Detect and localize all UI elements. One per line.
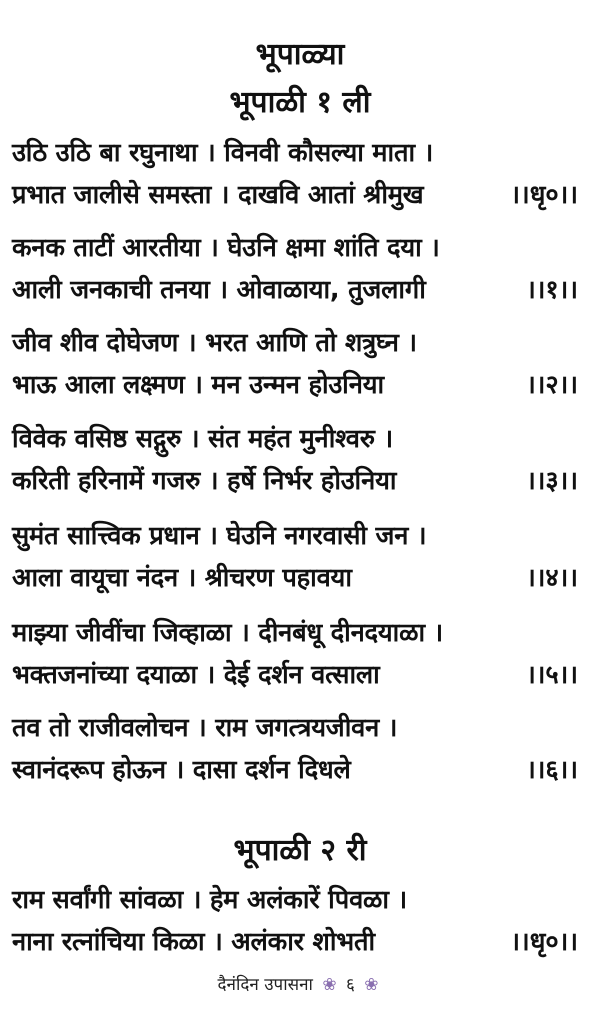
stanza-4-line-2: करिती हरिनामें गजरु । हर्षे निर्भर होउनिया (12, 466, 397, 496)
stanza-7-line-1: तव तो राजीवलोचन । राम जगत्त्रयजीवन । (12, 713, 398, 743)
section-2-stanza-1-line-1: राम सर्वांगी सांवळा । हेम अलंकारें पिवळा । (12, 885, 407, 915)
flower-ornament-icon: ❀ (322, 975, 337, 995)
section-heading-1: भूपाळी १ ली (229, 85, 371, 120)
footer-text: दैनंदिन उपासना (217, 975, 313, 995)
flower-ornament-icon: ❀ (364, 975, 379, 995)
stanza-6-line-2: भक्तजनांच्या दयाळा । देई दर्शन वत्साला (12, 660, 380, 690)
stanza-2-line-2: आली जनकाची तनया । ओवाळाया, तुजलागी (12, 275, 426, 305)
stanza-5-line-1: सुमंत सात्त्विक प्रधान । घेउनि नगरवासी जन । (12, 521, 427, 551)
stanza-5-line-2: आला वायूचा नंदन । श्रीचरण पहावया (12, 563, 352, 593)
stanza-1-line-1: उठि उठि बा रघुनाथा । विनवी कौसल्या माता । (12, 138, 434, 168)
stanza-1-marker: ।।धृ०।। (510, 180, 578, 210)
stanza-6-line-1: माझ्या जीवींचा जिव्हाळा । दीनबंधू दीनदयाळा । (12, 618, 444, 648)
stanza-3-line-1: जीव शीव दोघेजण । भरत आणि तो शत्रुघ्न । (12, 328, 417, 358)
stanza-6-marker: ।।५।। (526, 660, 578, 690)
stanza-3-marker: ।।२।। (526, 370, 578, 400)
stanza-7-marker: ।।६।। (526, 755, 578, 785)
stanza-5-marker: ।।४।। (526, 563, 578, 593)
stanza-7-line-2: स्वानंदरूप होऊन । दासा दर्शन दिधले (12, 755, 351, 785)
section-2-stanza-1-line-2: नाना रत्नांचिया किळा । अलंकार शोभती (12, 927, 375, 957)
stanza-1-line-2: प्रभात जालीसे समस्ता । दाखवि आतां श्रीमुख (12, 180, 424, 210)
stanza-3-line-2: भाऊ आला लक्ष्मण । मन उन्मन होउनिया (12, 370, 384, 400)
page-footer (0, 972, 600, 995)
stanza-2-line-1: कनक ताटीं आरतीया । घेउनि क्षमा शांति दया । (12, 233, 440, 263)
page-title: भूपाळ्या (255, 37, 345, 72)
stanza-2-marker: ।।१।। (526, 275, 578, 305)
section-2-stanza-1-marker: ।।धृ०।। (510, 927, 578, 957)
stanza-4-line-1: विवेक वसिष्ठ सद्गुरु । संत महंत मुनीश्वरु । (12, 424, 393, 454)
stanza-4-marker: ।।३।। (526, 466, 578, 496)
page-number: ६ (346, 975, 355, 995)
section-heading-2: भूपाळी २ री (233, 833, 367, 868)
